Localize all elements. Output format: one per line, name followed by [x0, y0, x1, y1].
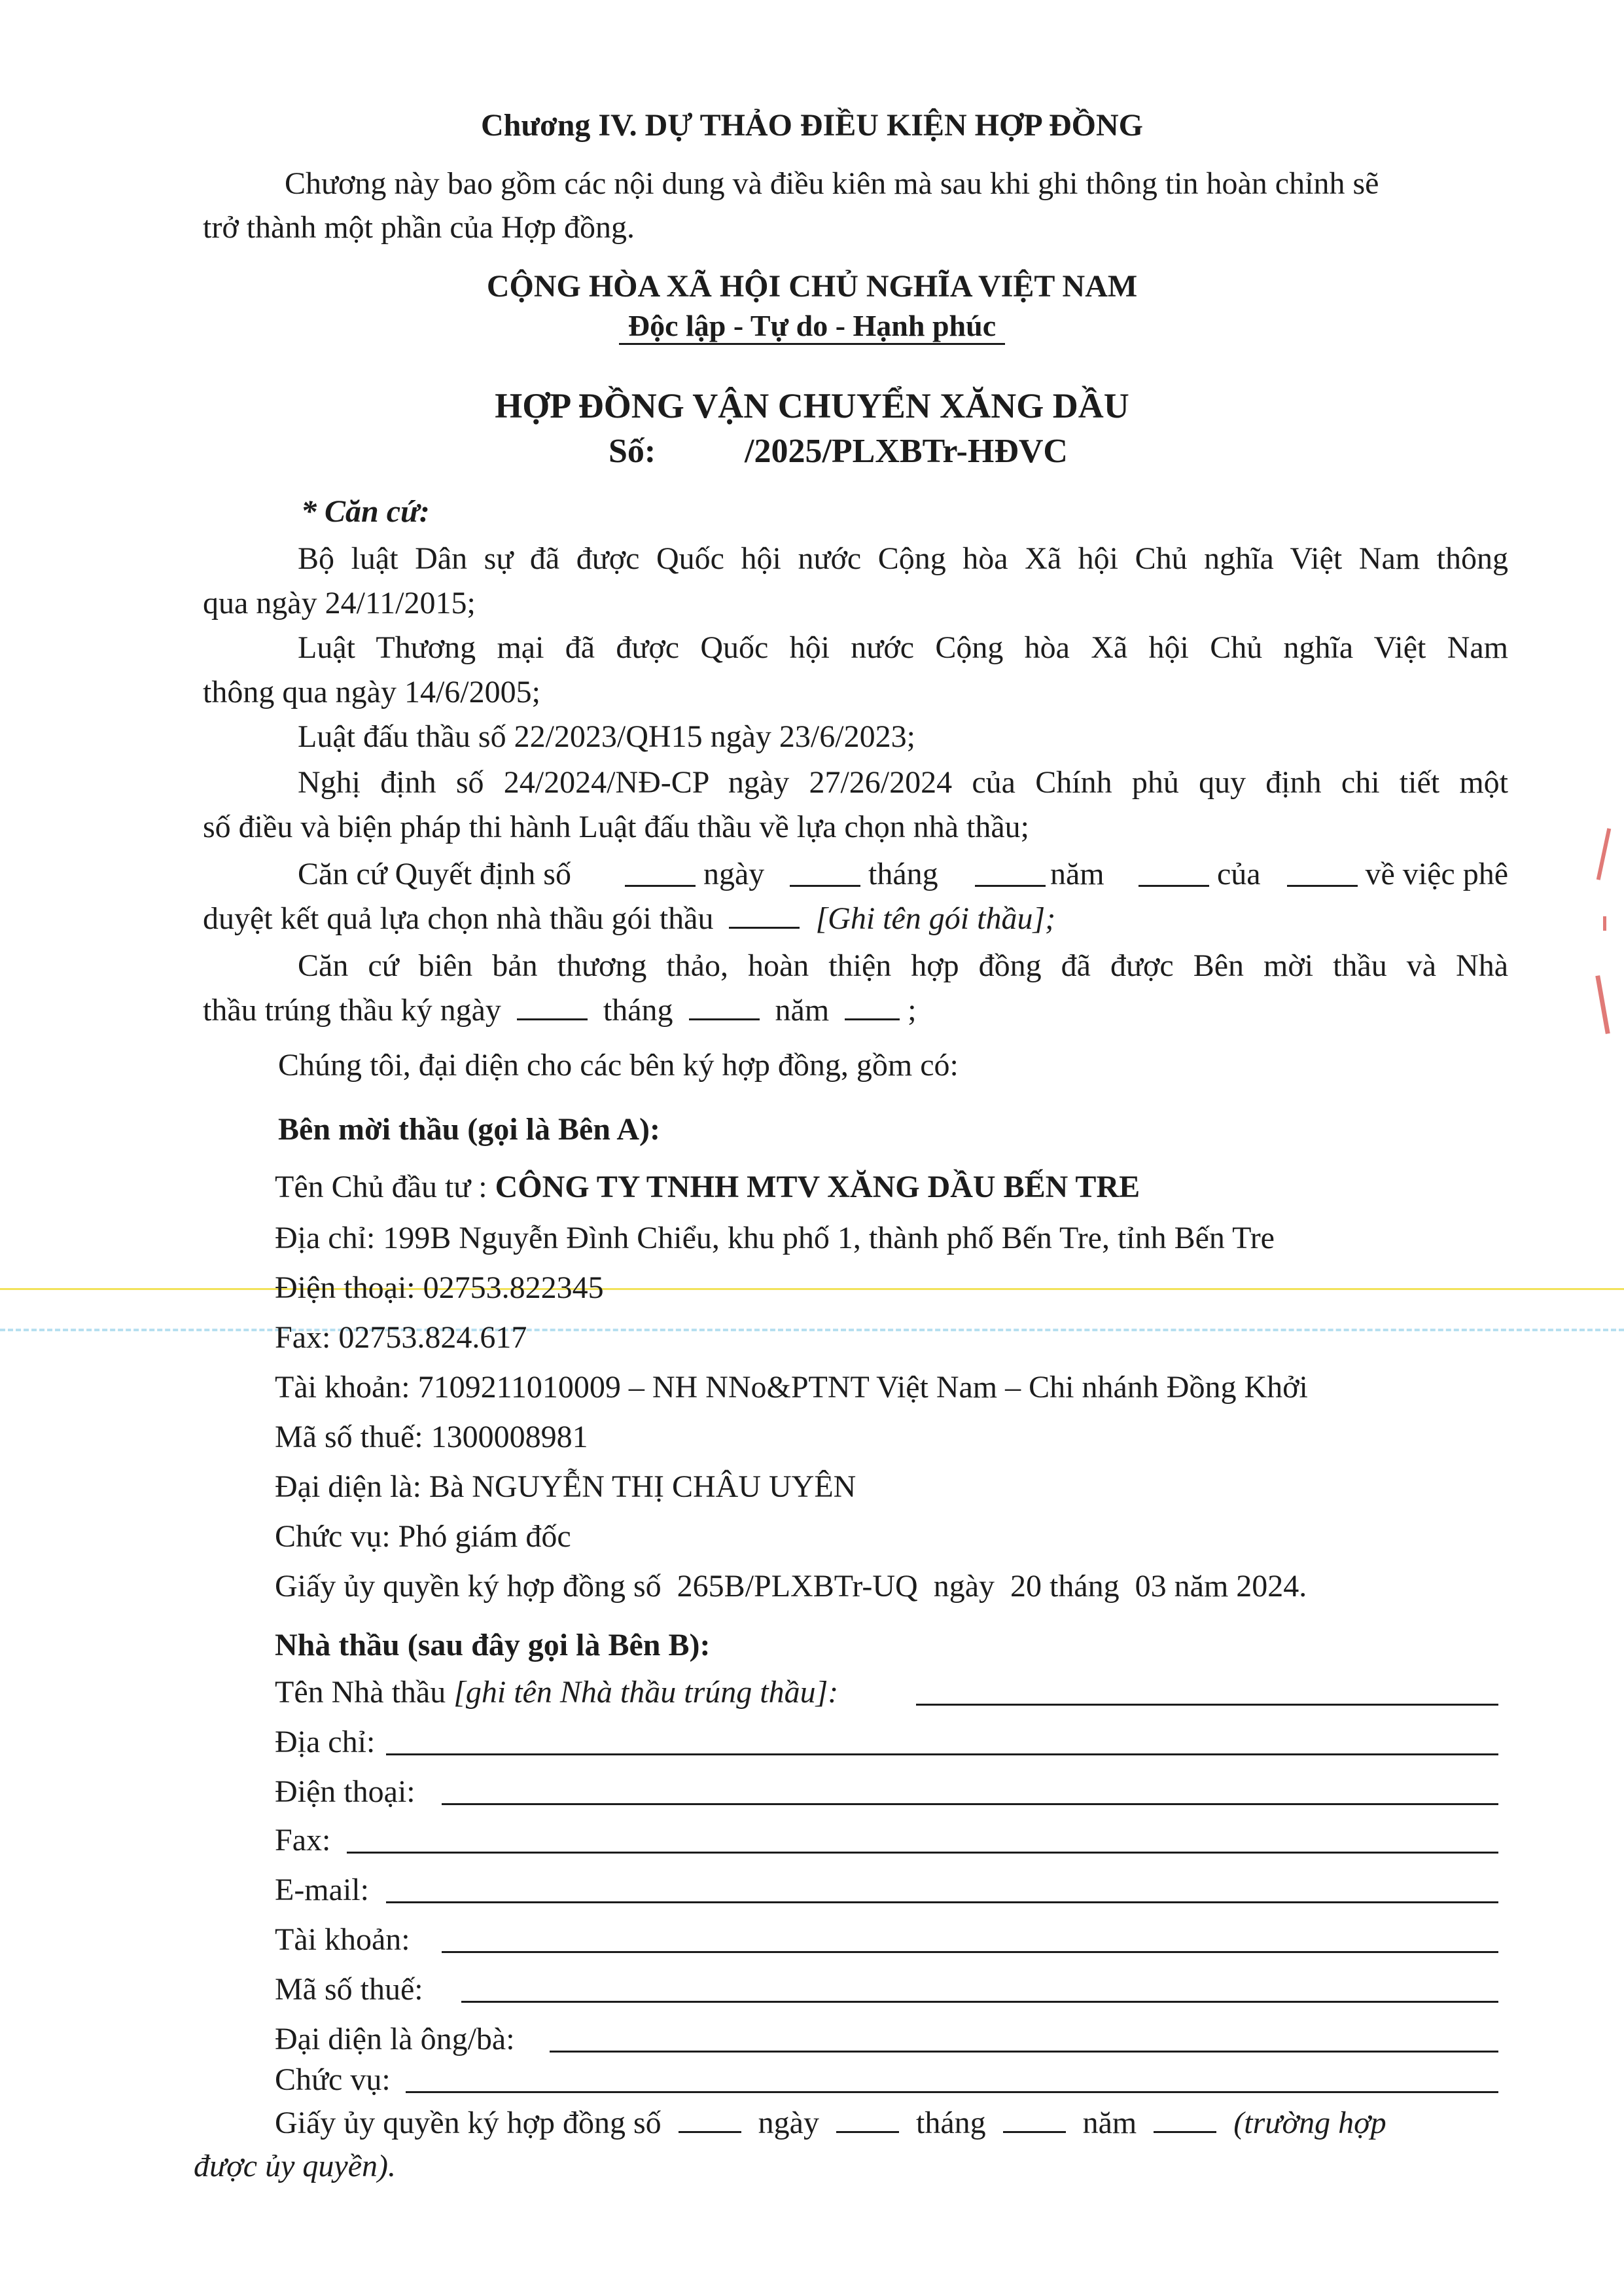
party-b-auth-blank-2[interactable] — [836, 2105, 899, 2133]
party-b-rep-label: Đại diện là ông/bà: — [275, 2022, 515, 2056]
decision-word-4: năm — [1050, 857, 1104, 891]
party-a-phone: Điện thoại: 02753.822345 — [275, 1270, 604, 1305]
minutes-word-4: ; — [908, 993, 917, 1028]
scan-yellow-line — [0, 1288, 1624, 1290]
party-b-auth-blank-4[interactable] — [1154, 2105, 1216, 2133]
party-b-address-label: Địa chỉ: — [275, 1725, 376, 1759]
basis-civil-code-line-1: Bộ luật Dân sự đã được Quốc hội nước Cộng hòa Xã hội Chủ nghĩa Việt Nam thông — [298, 541, 1508, 576]
chapter-label: Chương IV. — [480, 108, 637, 143]
party-a-address: Địa chỉ: 199B Nguyễn Đình Chiểu, khu phố 1, thành phố Bến Tre, tỉnh Bến Tre — [275, 1221, 1275, 1255]
party-b-auth-note-1: (trường hợp — [1233, 2106, 1386, 2140]
minutes-word-1: thầu trúng thầu ký ngày — [203, 993, 501, 1028]
minutes-word-3: năm — [775, 993, 830, 1028]
parties-intro: Chúng tôi, đại diện cho các bên ký hợp đồng, gồm có: — [278, 1048, 959, 1083]
party-a-account: Tài khoản: 7109211010009 – NH NNo&PTNT Việt Nam – Chi nhánh Đồng Khởi — [275, 1370, 1308, 1405]
minutes-blank-2 — [689, 992, 760, 1020]
basis-minutes-line-1: Căn cứ biên bản thương thảo, hoàn thiện hợp đồng đã được Bên mời thầu và Nhà — [298, 948, 1508, 983]
basis-bidding-law: Luật đấu thầu số 22/2023/QH15 ngày 23/6/2023; — [298, 719, 915, 754]
basis-commerce-law-line-2: thông qua ngày 14/6/2005; — [203, 675, 540, 709]
basis-civil-code-line-2: qua ngày 24/11/2015; — [203, 586, 476, 620]
party-b-auth-word-3: tháng — [915, 2106, 986, 2140]
party-b-name-label: Tên Nhà thầu — [275, 1675, 446, 1710]
minutes-blank-1 — [517, 992, 588, 1020]
party-b-auth-blank-1[interactable] — [679, 2105, 741, 2133]
basis-decree-line-2: số điều và biện pháp thi hành Luật đấu thầu về lựa chọn nhà thầu; — [203, 810, 1029, 844]
party-a-tax-code: Mã số thuế: 1300008981 — [275, 1420, 588, 1454]
basis-heading: * Căn cứ: — [301, 494, 430, 529]
party-b-name-line[interactable] — [916, 1704, 1498, 1706]
decision-word-3: tháng — [868, 857, 938, 891]
decision-text-2b: [Ghi tên gói thầu]; — [815, 901, 1056, 936]
party-a-heading: Bên mời thầu (gọi là Bên A): — [278, 1112, 660, 1147]
basis-minutes-line-2 — [203, 991, 917, 1030]
basis-decision-line-2 — [203, 899, 1055, 939]
party-a-owner-label: Tên Chủ đầu tư : — [275, 1170, 487, 1204]
chapter-intro-line-1: Chương này bao gồm các nội dung và điều kiên mà sau khi ghi thông tin hoàn chỉnh sẽ — [285, 166, 1379, 201]
decision-blank-1 — [625, 885, 696, 887]
party-a-owner — [275, 1168, 1140, 1207]
party-a-owner-name: CÔNG TY TNHH MTV XĂNG DẦU BẾN TRE — [495, 1170, 1140, 1204]
party-b-fax-line[interactable] — [347, 1852, 1498, 1854]
decision-word-2: ngày — [703, 857, 765, 891]
decision-blank-2 — [790, 885, 860, 887]
minutes-blank-3 — [845, 992, 900, 1020]
nation-name: CỘNG HÒA XÃ HỘI CHỦ NGHĨA VIỆT NAM — [486, 269, 1138, 304]
chapter-title: DỰ THẢO ĐIỀU KIỆN HỢP ĐỒNG — [644, 108, 1143, 143]
party-b-auth-note-2: được ủy quyền). — [194, 2149, 396, 2183]
decision-text-2a: duyệt kết quả lựa chọn nhà thầu gói thầu — [203, 901, 714, 936]
party-b-phone-line[interactable] — [442, 1803, 1498, 1805]
party-b-auth-row — [275, 2104, 1386, 2143]
party-a-position: Chức vụ: Phó giám đốc — [275, 1519, 571, 1554]
decision-word-1: Căn cứ Quyết định số — [298, 857, 571, 891]
party-b-name-hint: [ghi tên Nhà thầu trúng thầu]: — [453, 1675, 839, 1710]
chapter-heading — [0, 106, 1624, 145]
basis-commerce-law-line-1: Luật Thương mại đã được Quốc hội nước Cộng hòa Xã hội Chủ nghĩa Việt Nam — [298, 630, 1508, 665]
decision-blank-package — [729, 901, 800, 929]
party-b-fax-label: Fax: — [275, 1823, 331, 1857]
party-b-rep-line[interactable] — [550, 2051, 1498, 2053]
party-b-auth-word-1: Giấy ủy quyền ký hợp đồng số — [275, 2106, 662, 2140]
contract-number-label: Số: — [609, 433, 656, 470]
party-b-heading: Nhà thầu (sau đây gọi là Bên B): — [275, 1628, 711, 1662]
party-a-representative: Đại diện là: Bà NGUYỄN THỊ CHÂU UYÊN — [275, 1469, 856, 1504]
party-b-account-line[interactable] — [442, 1951, 1498, 1953]
basis-decree-line-1: Nghị định số 24/2024/NĐ-CP ngày 27/26/2024 của Chính phủ quy định chi tiết một — [298, 765, 1508, 800]
party-b-account-label: Tài khoản: — [275, 1922, 410, 1957]
party-a-authorization: Giấy ủy quyền ký hợp đồng số 265B/PLXBTr-UQ ngày 20 tháng 03 năm 2024. — [275, 1569, 1307, 1604]
minutes-word-2: tháng — [603, 993, 673, 1028]
contract-number-value: /2025/PLXBTr-HĐVC — [745, 433, 1068, 470]
party-b-phone-label: Điện thoại: — [275, 1774, 415, 1809]
party-b-address-line[interactable] — [386, 1753, 1498, 1755]
scan-blue-dashed-line — [0, 1329, 1624, 1331]
decision-word-5: của — [1217, 857, 1261, 891]
chapter-intro-line-2: trở thành một phần của Hợp đồng. — [203, 210, 635, 245]
party-b-position-line[interactable] — [406, 2091, 1498, 2093]
party-b-auth-word-4: năm — [1082, 2106, 1137, 2140]
decision-word-6: về việc phê — [1365, 857, 1508, 891]
party-b-tax-line[interactable] — [461, 2001, 1498, 2003]
party-b-auth-blank-3[interactable] — [1003, 2105, 1066, 2133]
party-b-tax-label: Mã số thuế: — [275, 1972, 423, 2007]
motto: Độc lập - Tự do - Hạnh phúc — [619, 309, 1005, 345]
motto-wrapper — [0, 306, 1624, 346]
party-b-auth-word-2: ngày — [758, 2106, 819, 2140]
stamp-mark-1 — [1597, 828, 1612, 880]
party-b-email-label: E-mail: — [275, 1873, 369, 1907]
decision-blank-3 — [975, 885, 1046, 887]
decision-blank-4 — [1139, 885, 1209, 887]
stamp-mark-3 — [1595, 975, 1610, 1034]
stamp-mark-2 — [1603, 916, 1606, 931]
party-a-fax: Fax: 02753.824.617 — [275, 1320, 527, 1355]
party-b-position-label: Chức vụ: — [275, 2062, 391, 2097]
party-b-email-line[interactable] — [386, 1901, 1498, 1903]
contract-title: HỢP ĐỒNG VẬN CHUYỂN XĂNG DẦU — [495, 386, 1129, 425]
party-b-name-row — [275, 1673, 838, 1712]
